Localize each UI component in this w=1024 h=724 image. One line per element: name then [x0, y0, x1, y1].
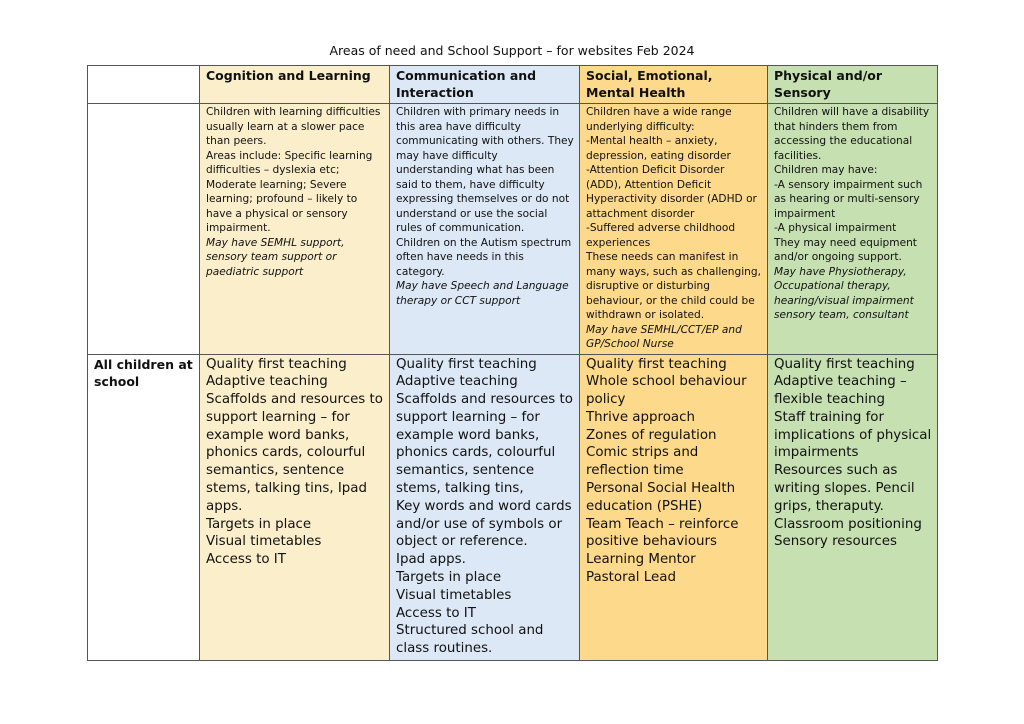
support-item: Quality first teaching [396, 356, 537, 372]
support-item: Visual timetables [206, 534, 322, 550]
support-item: Quality first teaching [774, 356, 915, 372]
support-item: Visual timetables [396, 587, 512, 603]
support-item: Structured school and class routines. [396, 623, 544, 657]
support-item: Classroom positioning [774, 516, 922, 532]
description-semh-cell [580, 104, 768, 355]
support-item: Adaptive teaching [206, 374, 328, 390]
description-text: Children with primary needs in this area have difficulty communicating with others. They may have difficulty understanding what has been said to them, have difficulty expressing themselves or do not understand or use the social rules of communication. [396, 106, 574, 234]
support-note: May have Speech and Language therapy or CCT support [396, 280, 569, 307]
support-item: Sensory resources [774, 534, 897, 550]
support-physical-cell [768, 354, 938, 661]
description-text: -Mental health – anxiety, depression, eating disorder [586, 135, 731, 162]
description-text: -Attention Deficit Disorder (ADD), Attention Deficit Hyperactivity disorder (ADHD or attachment disorder [586, 164, 757, 220]
support-item: Key words and word cards and/or use of symbols or object or reference. [396, 498, 572, 550]
description-text: Children on the Autism spectrum often have needs in this category. [396, 236, 572, 278]
description-text: -Suffered adverse childhood experiences [586, 222, 736, 249]
description-text: Areas include: Specific learning difficulties – dyslexia etc; Moderate learning; Severe learning; profound – likely to have a physical or sensory impairment. [206, 149, 373, 234]
document-title: Areas of need and School Support – for websites Feb 2024 [329, 43, 695, 58]
support-item: Learning Mentor [586, 552, 696, 568]
support-item: Quality first teaching [206, 356, 347, 372]
description-physical-cell [768, 104, 938, 355]
description-text: Children have a wide range underlying difficulty: [586, 106, 732, 133]
row-label-all-children: All children at school [88, 354, 200, 661]
description-text: -A sensory impairment such as hearing or multi-sensory impairment [774, 178, 923, 220]
header-row [88, 66, 938, 104]
support-item: Zones of regulation [586, 427, 717, 443]
support-cognition-cell [200, 354, 390, 661]
support-communication-cell [390, 354, 580, 661]
description-text: Children with learning difficulties usually learn at a slower pace than peers. [206, 106, 381, 147]
support-note: May have SEMHL support, sensory team support or paediatric support [206, 236, 345, 278]
support-item: Team Teach – reinforce positive behaviours [586, 516, 739, 550]
description-text: They may need equipment and/or ongoing support. [774, 236, 917, 263]
support-row [88, 354, 938, 661]
support-note: May have Physiotherapy, Occupational therapy, hearing/visual impairment sensory team, consultant [774, 265, 914, 321]
support-item: Scaffolds and resources to support learning – for example word banks, phonics cards, colourful semantics, sentence stems, talking tins, [396, 392, 573, 497]
support-item: Quality first teaching [586, 356, 727, 372]
description-label-cell [88, 104, 200, 355]
support-item: Scaffolds and resources to support learning – for example word banks, phonics cards, colourful semantics, sentence stems, talking tins, Ipad apps. [206, 392, 383, 514]
support-item: Adaptive teaching – flexible teaching [774, 374, 907, 408]
areas-of-need-table [87, 65, 938, 661]
support-item: Thrive approach [586, 409, 695, 425]
description-row [88, 104, 938, 355]
description-text: Children may have: [774, 164, 878, 176]
support-item: Staff training for implications of physical impairments [774, 409, 932, 461]
description-text: These needs can manifest in many ways, such as challenging, disruptive or disturbing behaviour, or the child could be withdrawn or isolated. [586, 251, 761, 321]
description-communication-cell [390, 104, 580, 355]
support-item: Targets in place [206, 516, 312, 532]
header-communication-and-interaction: Communication and Interaction [390, 66, 580, 104]
support-item: Resources such as writing slopes. Pencil grips, theraputy. [774, 463, 915, 514]
header-social-emotional-mental-health: Social, Emotional, Mental Health [580, 66, 768, 104]
support-semh-cell [580, 354, 768, 661]
support-note: May have SEMHL/CCT/EP and GP/School Nurse [586, 323, 742, 350]
support-item: Personal Social Health education (PSHE) [586, 481, 736, 514]
support-item: Targets in place [396, 570, 502, 586]
description-cognition-cell [200, 104, 390, 355]
header-physical-and-sensory: Physical and/or Sensory [768, 66, 938, 104]
support-item: Adaptive teaching [396, 374, 518, 390]
support-item: Pastoral Lead [586, 570, 676, 586]
support-item: Comic strips and reflection time [586, 445, 699, 479]
support-item: Ipad apps. [396, 552, 466, 568]
support-item: Access to IT [396, 605, 476, 621]
header-cognition-and-learning: Cognition and Learning [200, 66, 390, 104]
description-text: -A physical impairment [774, 222, 897, 234]
support-item: Access to IT [206, 552, 286, 568]
description-text: Children will have a disability that hinders them from accessing the educational facilities. [774, 106, 930, 162]
support-item: Whole school behaviour policy [586, 374, 747, 408]
header-blank-cell [88, 66, 200, 104]
